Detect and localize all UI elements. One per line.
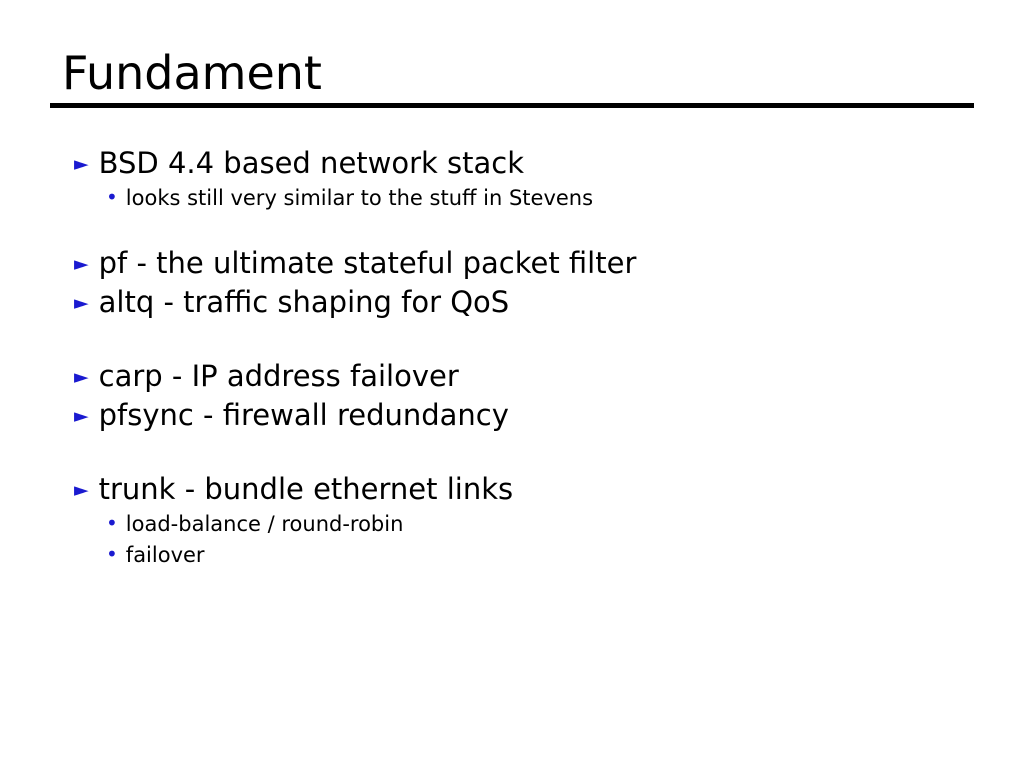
list-item-label: load-balance / round-robin — [125, 512, 404, 537]
list-item — [106, 183, 974, 213]
list-item-label: failover — [125, 542, 205, 567]
triangle-bullet-icon: ► — [74, 153, 89, 175]
list-item — [74, 283, 974, 322]
spacer — [74, 436, 974, 470]
title-divider — [50, 103, 974, 108]
list-item — [74, 396, 974, 435]
list-item — [106, 540, 974, 570]
dot-bullet-icon: • — [106, 511, 118, 536]
spacer — [74, 323, 974, 357]
slide-content — [74, 144, 974, 570]
list-item-label: altq - traffic shaping for QoS — [98, 285, 510, 320]
list-item — [106, 509, 974, 539]
dot-bullet-icon: • — [106, 185, 118, 210]
list-item — [74, 470, 974, 509]
spacer — [74, 214, 974, 244]
triangle-bullet-icon: ► — [74, 365, 89, 388]
list-item — [74, 144, 974, 183]
list-item-label: carp - IP address failover — [98, 358, 459, 393]
list-item-label: pf - the ultimate stateful packet filter — [98, 245, 637, 280]
list-item — [74, 357, 974, 396]
triangle-bullet-icon: ► — [74, 252, 89, 275]
page-title: Fundament — [62, 46, 322, 100]
triangle-bullet-icon: ► — [74, 405, 89, 428]
list-item-label: pfsync - firewall redundancy — [98, 398, 509, 433]
list-item — [74, 244, 974, 283]
list-item-label: trunk - bundle ethernet links — [98, 471, 514, 506]
dot-bullet-icon: • — [106, 541, 118, 566]
list-item-label: looks still very similar to the stuff in Stevens — [125, 186, 594, 211]
triangle-bullet-icon: ► — [74, 478, 89, 501]
list-item-label: BSD 4.4 based network stack — [98, 146, 525, 180]
triangle-bullet-icon: ► — [74, 292, 89, 315]
